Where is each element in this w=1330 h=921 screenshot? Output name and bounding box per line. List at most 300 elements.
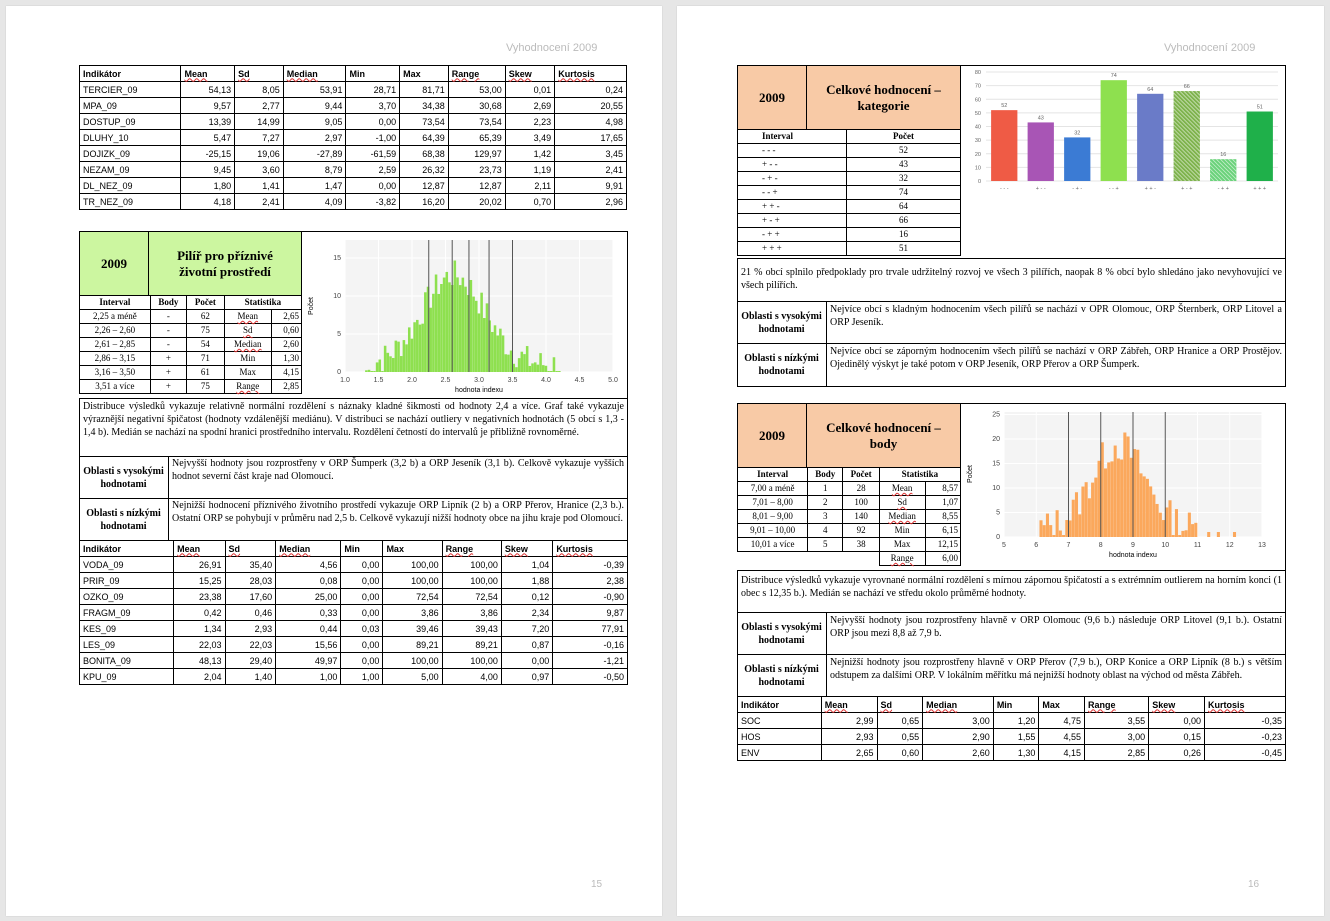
table-cell: 1,34	[174, 621, 225, 637]
histogram-bar	[437, 294, 440, 372]
table-cell: 1,47	[283, 178, 346, 194]
table-cell: 3,86	[442, 605, 501, 621]
histogram-bar	[446, 272, 449, 372]
interval-cell: 8,57	[925, 482, 961, 496]
table-cell: 17,65	[555, 130, 627, 146]
interval-table	[79, 295, 302, 394]
s1-high-text: Nejvíce obcí s kladným hodnocením všech pilířů se nachází v OPR Olomouc, ORP Šternberk, ORP Litovel a ORP Jeseník.	[830, 304, 1282, 328]
page-16	[677, 6, 1324, 916]
page-header: Vyhodnocení 2009	[1164, 42, 1256, 54]
interval-row	[738, 228, 961, 242]
histogram-bar	[1046, 514, 1049, 537]
table-cell: 1,41	[235, 178, 284, 194]
interval-cell: - - -	[738, 144, 847, 158]
table-cell: 1,40	[225, 669, 276, 685]
table-cell: 0,00	[346, 114, 400, 130]
interval-cell: 8,01 – 9,00	[738, 510, 808, 524]
col-header: Sd	[877, 697, 923, 713]
bar	[1028, 122, 1054, 181]
table-cell: 22,03	[174, 637, 225, 653]
histogram-bar	[395, 341, 398, 372]
table-cell: 1,55	[993, 729, 1039, 745]
histogram-bar	[558, 371, 561, 372]
table-cell: 3,00	[923, 713, 994, 729]
histogram-bar	[432, 294, 435, 372]
histogram-bar	[464, 287, 467, 372]
interval-cell: + + -	[738, 200, 847, 214]
histogram-bar	[1043, 525, 1046, 537]
interval-row	[80, 324, 302, 338]
interval-cell: Mean	[879, 482, 925, 496]
col-header: Skew	[1149, 697, 1205, 713]
histogram-bar	[381, 371, 384, 372]
table-cell: -0,50	[553, 669, 628, 685]
interval-cell: Sd	[224, 324, 271, 338]
table-row	[80, 621, 628, 637]
table-cell: 2,85	[1085, 745, 1149, 761]
x-axis-label: hodnota indexu	[1109, 552, 1157, 559]
histogram-bar	[373, 371, 376, 372]
table-cell: 89,21	[442, 637, 501, 653]
table-cell: 100,00	[442, 573, 501, 589]
table-cell: 0,33	[276, 605, 341, 621]
table-cell: 100,00	[383, 653, 442, 669]
col-header: Max	[383, 541, 442, 557]
histogram-bar	[400, 356, 403, 372]
y-tick-label: 5	[996, 509, 1000, 517]
histogram-bar	[416, 320, 419, 372]
histogram-bar	[1130, 458, 1133, 537]
table-cell: 100,00	[442, 653, 501, 669]
histogram-bar	[1049, 525, 1052, 537]
section-title: Pilíř pro příznivé životní prostředí	[148, 231, 302, 296]
x-tick-label: 8	[1098, 542, 1103, 549]
table-cell: 1,30	[993, 745, 1039, 761]
col-header: Mean	[181, 66, 235, 82]
histogram-bar	[545, 366, 548, 372]
x-tick-label: 1.5	[373, 377, 384, 384]
col-header: Kurtosis	[553, 541, 628, 557]
table-cell: 2,97	[283, 130, 346, 146]
interval-cell: -	[150, 324, 186, 338]
table-cell: 1,42	[505, 146, 554, 162]
histogram-bar	[1178, 535, 1181, 537]
table-row	[738, 745, 1286, 761]
table-cell: KES_09	[80, 621, 174, 637]
col-header: Interval	[738, 468, 808, 482]
interval-cell: + + +	[738, 242, 847, 256]
bar-value-label: 64	[1147, 86, 1154, 93]
y-tick-label: 10	[333, 293, 341, 300]
interval-cell: 38	[843, 538, 880, 552]
table-cell: 2,65	[821, 745, 877, 761]
high-areas-text: Nejvyšší hodnoty jsou rozprostřeny v ORP Šumperk (3,2 b) a ORP Jeseník (3,1 b). Celkově vykazuje vyšších hodnot severní část kraje nad Olomoucí.	[172, 458, 624, 482]
page-header: Vyhodnocení 2009	[506, 42, 598, 54]
histogram-bar	[553, 357, 556, 372]
table-row	[80, 130, 627, 146]
col-header: Skew	[505, 66, 554, 82]
histogram-bar	[1065, 520, 1068, 537]
table-row	[80, 194, 627, 210]
interval-cell: 2,65	[271, 310, 301, 324]
histogram-bar	[1143, 476, 1146, 537]
interval-cell: 32	[847, 172, 961, 186]
table-cell: -3,82	[346, 194, 400, 210]
table-cell: 0,01	[505, 82, 554, 98]
histogram-bar	[1104, 468, 1107, 537]
table-row	[80, 557, 628, 573]
y-tick-label: 10	[992, 485, 1000, 492]
y-axis-label: Počet	[967, 465, 974, 483]
table-cell: BONITA_09	[80, 653, 174, 669]
table-cell: 9,44	[283, 98, 346, 114]
interval-row	[738, 172, 961, 186]
table-row	[80, 98, 627, 114]
table-cell: VODA_09	[80, 557, 174, 573]
histogram-bar	[405, 344, 408, 372]
interval-cell: 61	[187, 366, 225, 380]
interval-row	[80, 310, 302, 324]
histogram-bar	[379, 360, 382, 372]
interval-cell: 5	[808, 538, 843, 552]
table-cell: 9,87	[553, 605, 628, 621]
table-cell: HOS	[738, 729, 822, 745]
table-cell: 19,06	[235, 146, 284, 162]
table-cell: 2,90	[923, 729, 994, 745]
interval-row	[738, 242, 961, 256]
table-cell: 23,73	[448, 162, 505, 178]
col-header: Min	[341, 541, 383, 557]
table-cell: -27,89	[283, 146, 346, 162]
col-header: Sd	[225, 541, 276, 557]
histogram-bar	[462, 278, 465, 372]
table-cell: 100,00	[383, 557, 442, 573]
x-tick-label: 3.0	[474, 377, 484, 384]
histogram-bar	[1156, 504, 1159, 537]
histogram-bar	[1217, 532, 1220, 537]
interval-cell: 2,86 – 3,15	[80, 352, 151, 366]
interval-cell: +	[150, 352, 186, 366]
s1-low-text: Nejvíce obcí se záporným hodnocením všech pilířů se nachází v ORP Zábřeh, ORP Hranice a ORP Prostějov. Ojedinělý výskyt je také potom v ORP Jeseník, ORP Přerov a ORP Šumperk.	[830, 346, 1282, 370]
interval-cell: 140	[843, 510, 880, 524]
table-cell: 0,44	[276, 621, 341, 637]
col-header: Median	[923, 697, 994, 713]
s2-high-label: Oblasti s vysokými hodnotami	[737, 612, 827, 655]
interval-row	[738, 158, 961, 172]
histogram-bar	[483, 318, 486, 372]
table-cell: 0,00	[341, 637, 383, 653]
s2-low-label: Oblasti s nízkými hodnotami	[737, 654, 827, 697]
histogram-bar	[1175, 509, 1178, 537]
table-row	[80, 162, 627, 178]
histogram-bar	[1127, 436, 1130, 537]
y-tick-label: 15	[333, 255, 341, 262]
histogram-bar	[1123, 432, 1126, 537]
table-cell: PRIR_09	[80, 573, 174, 589]
interval-row	[80, 352, 302, 366]
table-cell: 2,41	[235, 194, 284, 210]
s2-low-text: Nejnižší hodnoty jsou rozprostřeny hlavně v ORP Přerov (7,9 b.), ORP Konice a ORP Lipník (8 b.) s větším odstupem za dalšími ORP. V lokálním měřítku má nejnižší hodnoty oblast na východ od města Zábřeh.	[830, 657, 1282, 681]
table-cell: 3,00	[1085, 729, 1149, 745]
histogram-bar	[1168, 500, 1171, 537]
table-cell: -25,15	[181, 146, 235, 162]
table-cell: 3,49	[505, 130, 554, 146]
x-tick-label: 6	[1034, 542, 1039, 549]
section-year: 2009	[79, 231, 149, 296]
bar	[1101, 80, 1127, 181]
interval-cell: 64	[847, 200, 961, 214]
interval-cell: 2	[808, 496, 843, 510]
histogram-bar	[1185, 530, 1188, 537]
histogram-bar	[1072, 500, 1075, 537]
table-cell: 8,05	[235, 82, 284, 98]
histogram-frame	[301, 231, 628, 399]
table-cell: 25,00	[276, 589, 341, 605]
table-cell: 2,38	[553, 573, 628, 589]
histogram-bar	[1120, 460, 1123, 537]
histogram-bar	[408, 327, 411, 372]
histogram-bar	[1094, 478, 1097, 537]
table-cell: 5,00	[383, 669, 442, 685]
table-cell: 0,00	[341, 605, 383, 621]
histogram-bar	[531, 363, 534, 372]
table-cell: 1,00	[341, 669, 383, 685]
interval-row	[738, 552, 961, 566]
interval-cell: 66	[847, 214, 961, 228]
table-cell: 28,71	[346, 82, 400, 98]
table-cell: 2,23	[505, 114, 554, 130]
histogram-bar	[1059, 531, 1062, 537]
s2-high-text: Nejvyšší hodnoty jsou rozprostřeny hlavně v ORP Olomouc (9,6 b.) následuje ORP Litovel (9,1 b.). Ostatní ORP jsou mezi 8,8 až 7,9 b.	[830, 615, 1282, 639]
histogram-bar	[454, 261, 457, 372]
table-cell: OZKO_09	[80, 589, 174, 605]
table-cell: -0,23	[1205, 729, 1286, 745]
table-cell: -0,45	[1205, 745, 1286, 761]
category-label: + - +	[1181, 186, 1193, 192]
low-areas-label: Oblasti s nízkými hodnotami	[79, 498, 169, 541]
histogram-bar	[1081, 487, 1084, 537]
y-tick-label: 0	[977, 179, 981, 185]
table-cell: 2,04	[174, 669, 225, 685]
interval-cell: 75	[187, 380, 225, 394]
interval-cell: 3,51 a více	[80, 380, 151, 394]
table-cell: FRAGM_09	[80, 605, 174, 621]
interval-cell: 1	[808, 482, 843, 496]
histogram-bar	[1233, 532, 1236, 537]
s2-description-text: Distribuce výsledků vykazuje vyrovnané normální rozdělení s mírnou zápornou špičatostí a s extrémním outlierem na horním konci (1 obec s 12,35 b.). Medián se nachází ve středu okolo průměrné hodnoty.	[741, 575, 1282, 600]
histogram-bar	[370, 371, 373, 372]
table-cell: 0,24	[555, 82, 627, 98]
table-cell: ENV	[738, 745, 822, 761]
x-tick-label: 11	[1193, 542, 1202, 549]
histogram-bar	[534, 362, 537, 372]
interval-cell: + - -	[738, 158, 847, 172]
table-cell: 0,97	[501, 669, 552, 685]
col-header: Range	[448, 66, 505, 82]
category-interval-table	[737, 129, 961, 256]
col-header: Mean	[174, 541, 225, 557]
interval-cell: 92	[843, 524, 880, 538]
table-cell: 9,45	[181, 162, 235, 178]
histogram-bar	[1085, 482, 1088, 537]
page-15	[6, 6, 662, 916]
interval-cell: -	[150, 310, 186, 324]
table-cell: 4,15	[1039, 745, 1085, 761]
table-cell: 2,69	[505, 98, 554, 114]
table-cell: 9,57	[181, 98, 235, 114]
table-cell: -1,21	[553, 653, 628, 669]
col-header: Interval	[738, 130, 847, 144]
histogram2-frame	[960, 403, 1286, 571]
histogram-bar	[1146, 479, 1149, 537]
histogram-bar	[1117, 458, 1120, 537]
histogram-bar	[392, 358, 395, 372]
interval-cell: 51	[847, 242, 961, 256]
category-label: + + +	[1253, 186, 1267, 192]
table-cell: 72,54	[442, 589, 501, 605]
interval-row	[738, 144, 961, 158]
col-header: Počet	[843, 468, 880, 482]
col-header: Kurtosis	[1205, 697, 1286, 713]
table-cell: 4,56	[276, 557, 341, 573]
histogram-bar	[499, 329, 502, 372]
col-header: Indikátor	[738, 697, 822, 713]
col-header: Range	[442, 541, 501, 557]
col-header: Mean	[821, 697, 877, 713]
histogram-bar	[1162, 520, 1165, 537]
table-cell: -0,16	[553, 637, 628, 653]
histogram-bar	[1191, 524, 1194, 537]
indicator-table-bottom	[79, 540, 628, 685]
histogram-bar	[389, 356, 392, 372]
table-cell: 0,60	[877, 745, 923, 761]
col-header: Statistika	[224, 296, 301, 310]
histogram-bar	[1152, 495, 1155, 537]
table-cell: 2,41	[555, 162, 627, 178]
table-cell: 7,20	[501, 621, 552, 637]
histogram-bar	[1039, 520, 1042, 537]
table-row	[80, 605, 628, 621]
table-cell: 0,15	[1149, 729, 1205, 745]
table-cell: 16,20	[400, 194, 449, 210]
histogram-bar	[1149, 486, 1152, 537]
histogram-bar	[1078, 514, 1081, 537]
histogram-bar	[419, 325, 422, 372]
table-cell: 65,39	[448, 130, 505, 146]
table-cell: NEZAM_09	[80, 162, 181, 178]
table-cell: 1,88	[501, 573, 552, 589]
category-label: - + -	[1072, 186, 1083, 192]
table-cell: 0,00	[341, 653, 383, 669]
histogram-bar	[403, 340, 406, 372]
col-header: Interval	[80, 296, 151, 310]
table-cell: 3,55	[1085, 713, 1149, 729]
interval-cell: 12,15	[925, 538, 961, 552]
interval-cell: Range	[224, 380, 271, 394]
histogram-bar	[507, 355, 510, 372]
histogram-bar	[523, 354, 526, 372]
histogram-bar	[521, 352, 524, 372]
interval-cell	[808, 552, 843, 566]
table-cell: 23,38	[174, 589, 225, 605]
table-cell: 73,54	[448, 114, 505, 130]
table-cell: 2,99	[821, 713, 877, 729]
table-cell: 3,86	[383, 605, 442, 621]
table-cell: 39,43	[442, 621, 501, 637]
table-cell: 0,03	[341, 621, 383, 637]
col-header: Indikátor	[80, 541, 174, 557]
histogram-bar	[440, 284, 443, 372]
col-header: Počet	[187, 296, 225, 310]
histogram-bar	[1114, 446, 1117, 537]
indicator-table-top	[79, 65, 627, 210]
table-cell: 15,56	[276, 637, 341, 653]
x-tick-label: 2.0	[407, 377, 417, 384]
interval-cell: +	[150, 380, 186, 394]
interval-cell: 2,25 a méně	[80, 310, 151, 324]
histogram-bar	[397, 342, 400, 372]
interval-cell	[738, 552, 808, 566]
histogram-bar	[459, 285, 462, 372]
interval-row	[738, 496, 961, 510]
bar-value-label: 52	[1001, 103, 1008, 110]
table-cell: 14,99	[235, 114, 284, 130]
table-cell: 35,40	[225, 557, 276, 573]
interval-cell: Min	[224, 352, 271, 366]
histogram-bar	[376, 362, 379, 372]
interval-cell: 2,85	[271, 380, 301, 394]
table-cell: 0,65	[877, 713, 923, 729]
table-cell: 26,91	[174, 557, 225, 573]
table-cell: 20,55	[555, 98, 627, 114]
interval-cell: 6,15	[925, 524, 961, 538]
table-cell: 3,45	[555, 146, 627, 162]
col-header: Body	[150, 296, 186, 310]
bar	[1247, 112, 1273, 181]
interval-row	[80, 338, 302, 352]
col-header: Median	[283, 66, 346, 82]
table-cell: -61,59	[346, 146, 400, 162]
table-cell: 77,91	[553, 621, 628, 637]
histogram-bar	[1172, 535, 1175, 537]
table-cell: 22,03	[225, 637, 276, 653]
table-cell: -0,90	[553, 589, 628, 605]
table-row	[738, 713, 1286, 729]
col-header: Indikátor	[80, 66, 181, 82]
y-axis-label: Počet	[308, 297, 315, 315]
col-header: Kurtosis	[555, 66, 627, 82]
interval-cell: - - +	[738, 186, 847, 200]
low-areas-text: Nejnižší hodnocení příznivého životního prostředí vykazuje ORP Lipník (2 b) a ORP Přerov, Hranice (2,3 b.). Ostatní ORP se pohybují v průměru nad 2,5 b. Celkově vykazují nižší hodnoty obce na jihu kraje pod Olomoucí.	[172, 500, 624, 524]
histogram-bar	[537, 365, 540, 372]
table-cell: 1,04	[501, 557, 552, 573]
table-row	[80, 669, 628, 685]
table-cell: 0,00	[341, 573, 383, 589]
table-cell: DL_NEZ_09	[80, 178, 181, 194]
histogram-bar	[384, 346, 387, 372]
table-cell: -1,00	[346, 130, 400, 146]
col-header: Max	[400, 66, 449, 82]
x-tick-label: 5.0	[608, 377, 618, 384]
histogram-bar	[526, 346, 529, 372]
x-tick-label: 5	[1002, 542, 1006, 549]
category-label: + + -	[1144, 186, 1156, 192]
y-tick-label: 25	[992, 411, 1000, 419]
table-row	[80, 637, 628, 653]
table-cell: TERCIER_09	[80, 82, 181, 98]
interval-row	[80, 380, 302, 394]
table-cell: 9,05	[283, 114, 346, 130]
